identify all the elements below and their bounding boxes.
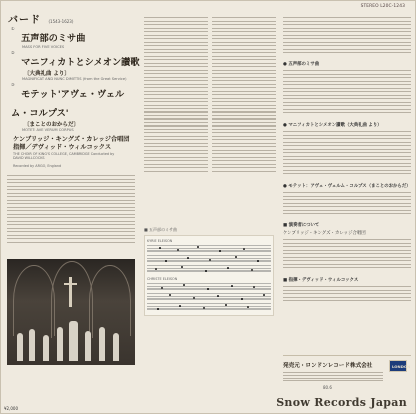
work-3 xyxy=(11,82,140,133)
work-3-number: ③ xyxy=(11,82,15,87)
tracklist-panel xyxy=(5,11,140,168)
section-heading-magnificat: ● マニフィカトとシメオン讃歌（大典礼曲 より） xyxy=(283,123,382,128)
london-logo-icon xyxy=(389,360,411,372)
section-heading-mass: ● 五声部のミサ曲 xyxy=(283,62,320,67)
watermark: Snow Records Japan xyxy=(276,396,407,409)
score-section-1-label: KYRIE ELEISON xyxy=(147,239,173,243)
score-section-2-label: CHRISTE ELEISON xyxy=(147,277,178,281)
publisher-footer xyxy=(283,355,411,390)
conductor-jp: 指揮／デヴィッド・ウィルコックス xyxy=(13,144,112,151)
release-number: 80.6 xyxy=(323,385,332,390)
recorded-by: Recorded by ARGO, England xyxy=(13,163,62,168)
processional-cross xyxy=(69,277,72,307)
liner-notes-right xyxy=(283,15,411,349)
composer-years: (1543-1623) xyxy=(48,19,74,24)
section-heading-conductor: ■ 指揮・デヴィッド・ウィルコックス xyxy=(283,278,359,283)
liner-notes-middle xyxy=(144,15,276,355)
work-2 xyxy=(11,50,140,82)
work-2-english: MAGNIFICAT AND NUNC DIMITTIS (from the Great Service) xyxy=(22,77,127,81)
score-heading: ■ 五声部のミサ曲 xyxy=(144,227,178,232)
notes-column-2 xyxy=(212,15,276,225)
logo-text: LONDON xyxy=(392,364,411,369)
section-heading-motet: ● モテット：アヴェ・ヴェルム・コルプス（まことのおからだ） xyxy=(283,184,411,189)
price-label: ¥2,000 xyxy=(4,406,18,411)
work-1-english: MASS FOR FIVE VOICES xyxy=(22,45,65,49)
catalog-number: STEREO L20C-1243 xyxy=(360,4,405,9)
composer-title xyxy=(8,11,140,26)
publisher-name: 発売元・ロンドンレコード株式会社 xyxy=(283,363,373,369)
composer-name: バード xyxy=(8,15,41,26)
performers-english: THE CHOIR OF KING'S COLLEGE, CAMBRIDGE Conducted by DAVID WILLCOCKS xyxy=(13,152,115,161)
section-choir-name: ケンブリッジ・キングズ・カレッジ合唱団 xyxy=(283,231,366,236)
work-1-title: 五声部のミサ曲 xyxy=(21,33,86,44)
choir-jp: ケンブリッジ・キングズ・カレッジ合唱団 xyxy=(13,136,130,143)
work-2-subtitle: 〔大典礼曲 より〕 xyxy=(24,71,70,77)
performers-jp xyxy=(13,136,140,152)
work-1-number: ① xyxy=(11,26,15,31)
work-3-title: モテット'アヴェ・ヴェルム・コルプス' xyxy=(11,89,125,119)
work-1 xyxy=(11,26,140,50)
section-heading-performers: ■ 演奏者について xyxy=(283,223,320,228)
work-3-english: MOTET: AVE VERUM CORPUS xyxy=(22,128,74,132)
work-2-number: ② xyxy=(11,50,15,55)
liner-notes-left xyxy=(7,173,135,257)
choir-procession-photo xyxy=(7,259,135,365)
notes-column-1 xyxy=(144,15,208,225)
score-excerpt xyxy=(144,235,274,316)
work-3-subtitle: 〔まことのおからだ〕 xyxy=(24,122,80,128)
work-2-title: マニフィカトとシメオン讃歌 xyxy=(21,57,140,68)
